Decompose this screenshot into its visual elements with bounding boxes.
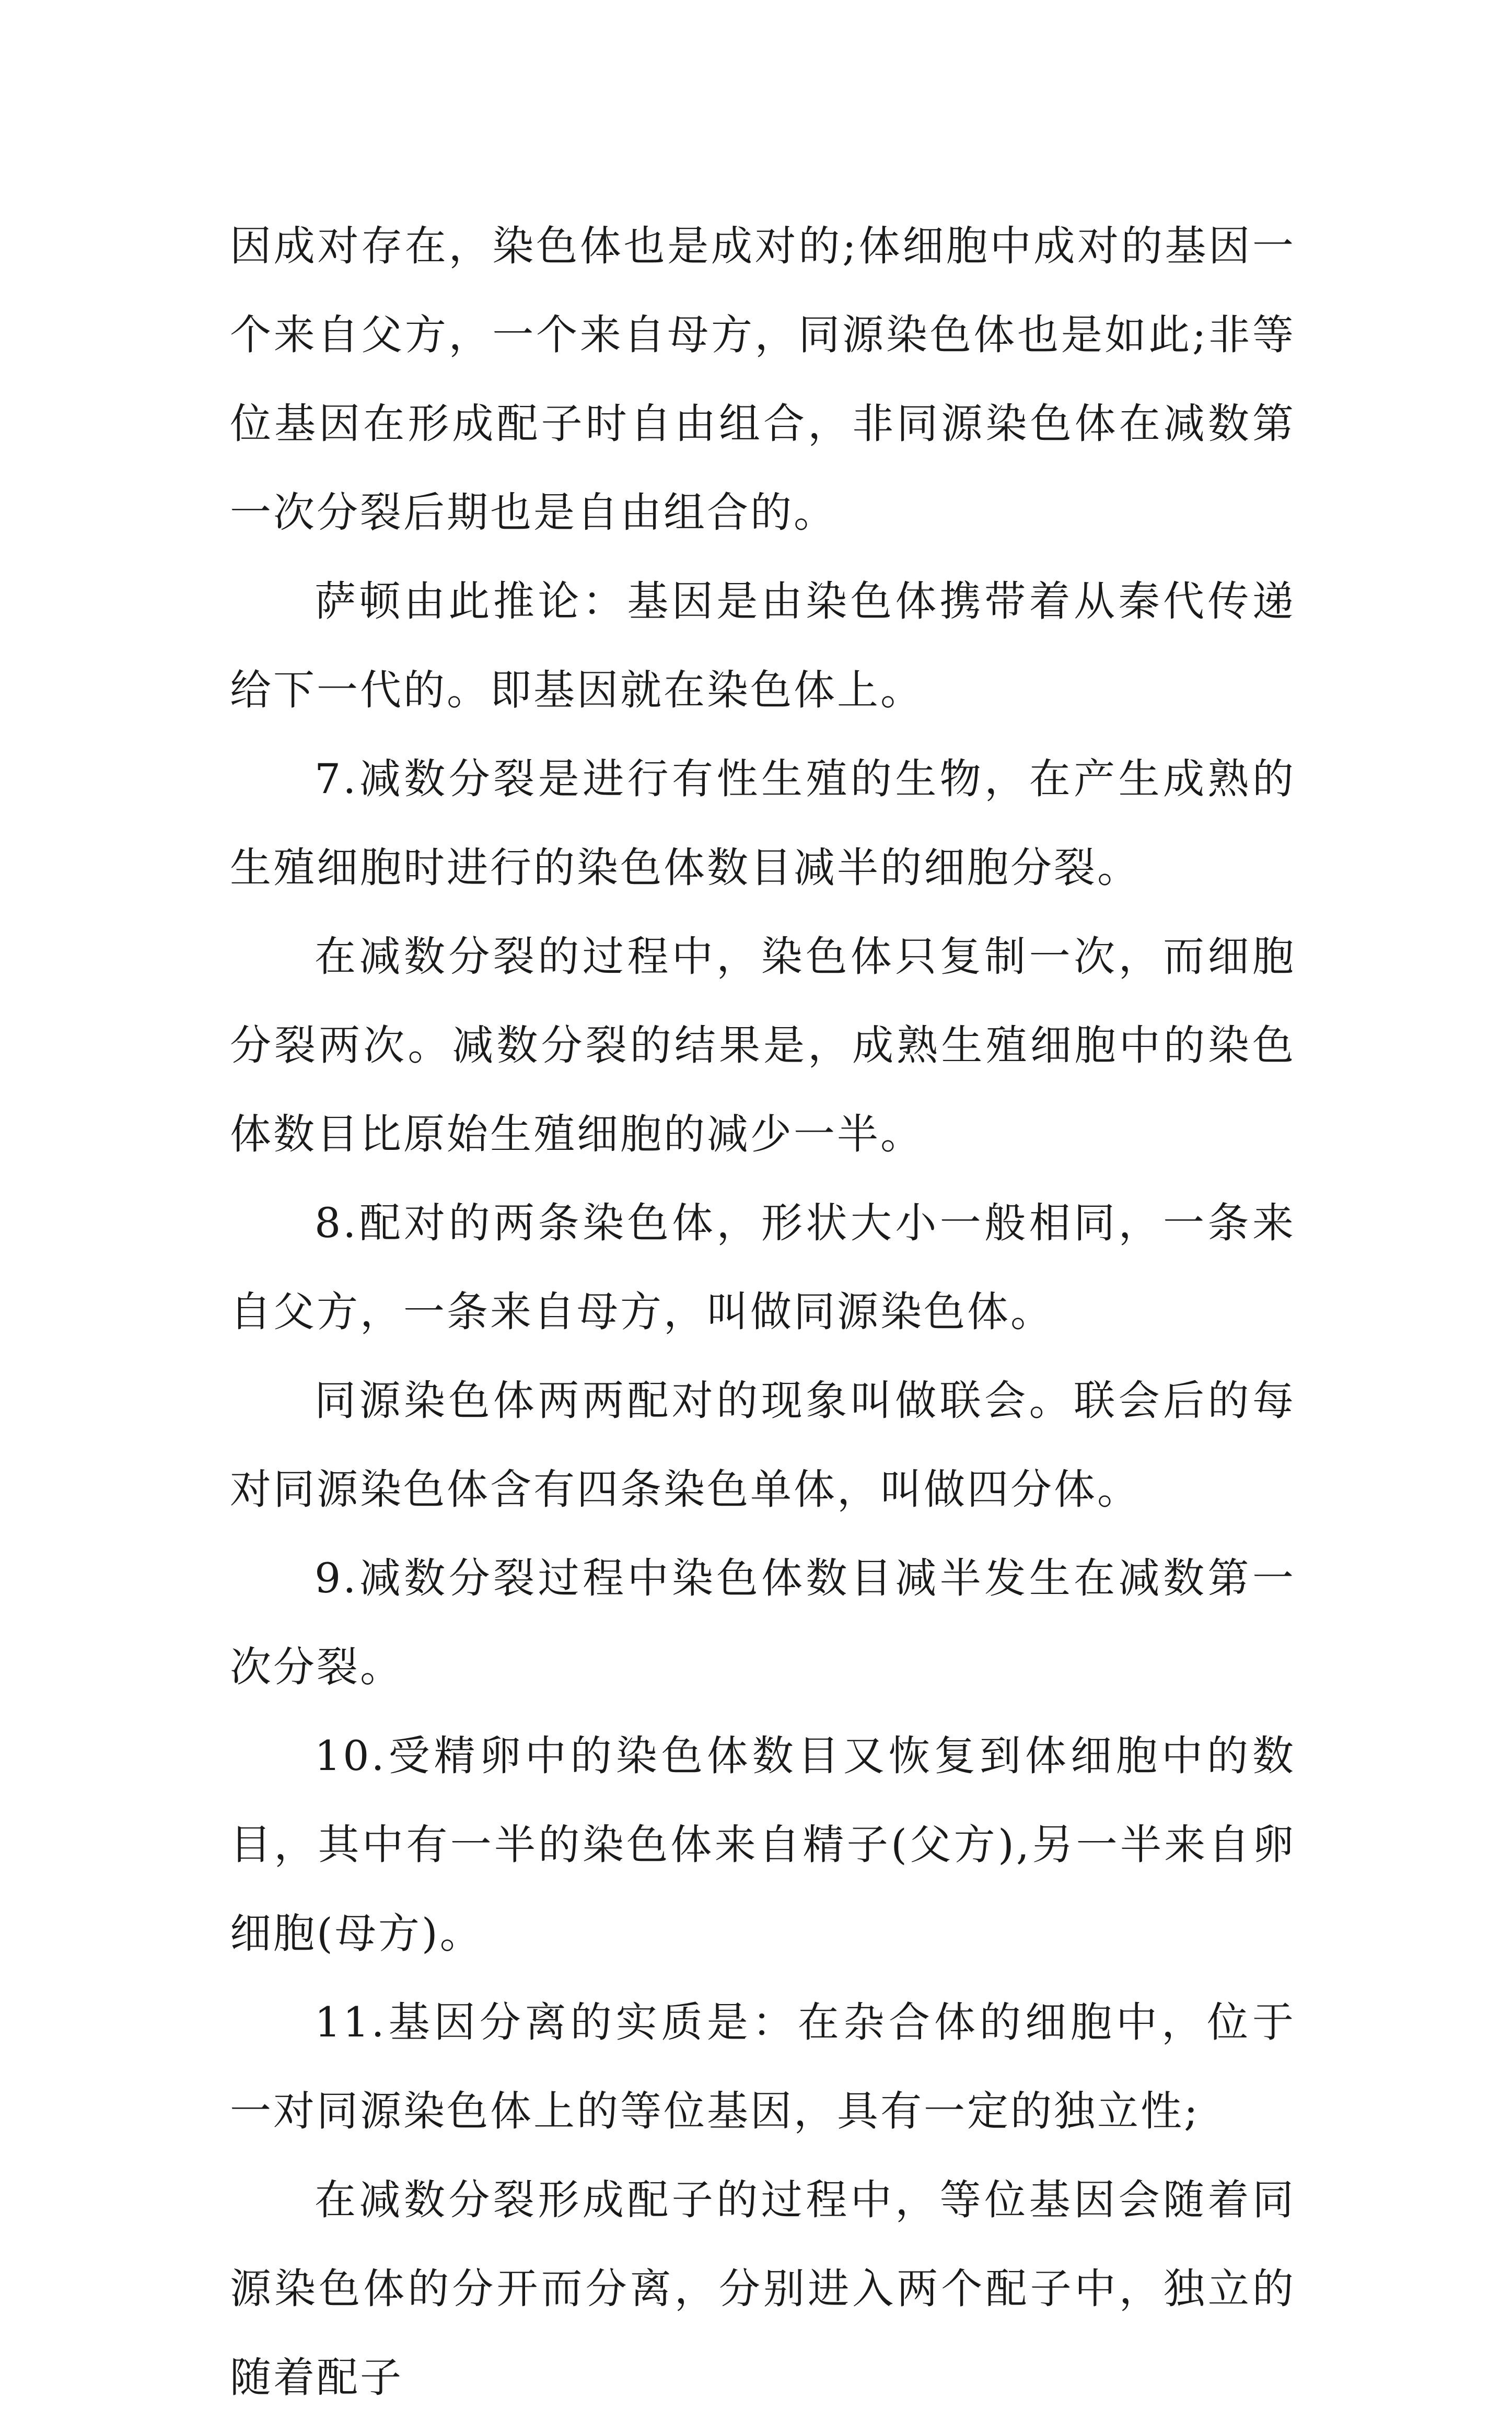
paragraph-item-7: 7.减数分裂是进行有性生殖的生物，在产生成熟的生殖细胞时进行的染色体数目减半的细胞分裂。 [230, 755, 1296, 892]
paragraph-synapsis: 同源染色体两两配对的现象叫做联会。联会后的每对同源染色体含有四条染色单体，叫做四分体。 [230, 1377, 1296, 1513]
paragraph-item-10: 10.受精卵中的染色体数目又恢复到体细胞中的数目，其中有一半的染色体来自精子(父方),另一半来自卵细胞(母方)。 [230, 1732, 1296, 1958]
paragraph-continuation: 因成对存在，染色体也是成对的;体细胞中成对的基因一个来自父方，一个来自母方，同源染色体也是如此;非等位基因在形成配子时自由组合，非同源染色体在减数第一次分裂后期也是自由组合的。 [230, 222, 1296, 537]
document-body [230, 202, 1296, 2422]
paragraph-item-8: 8.配对的两条染色体，形状大小一般相同，一条来自父方，一条来自母方，叫做同源染色体。 [230, 1199, 1296, 1336]
paragraph-item-11: 11.基因分离的实质是：在杂合体的细胞中，位于一对同源染色体上的等位基因，具有一定的独立性; [230, 1998, 1296, 2135]
paragraph-meiosis-process: 在减数分裂的过程中，染色体只复制一次，而细胞分裂两次。减数分裂的结果是，成熟生殖细胞中的染色体数目比原始生殖细胞的减少一半。 [230, 933, 1296, 1158]
paragraph-item-9: 9.减数分裂过程中染色体数目减半发生在减数第一次分裂。 [230, 1554, 1296, 1691]
paragraph-gamete-formation: 在减数分裂形成配子的过程中，等位基因会随着同源染色体的分开而分离，分别进入两个配子中，独立的随着配子 [230, 2176, 1296, 2402]
paragraph-sutton-inference: 萨顿由此推论：基因是由染色体携带着从秦代传递给下一代的。即基因就在染色体上。 [230, 577, 1296, 714]
